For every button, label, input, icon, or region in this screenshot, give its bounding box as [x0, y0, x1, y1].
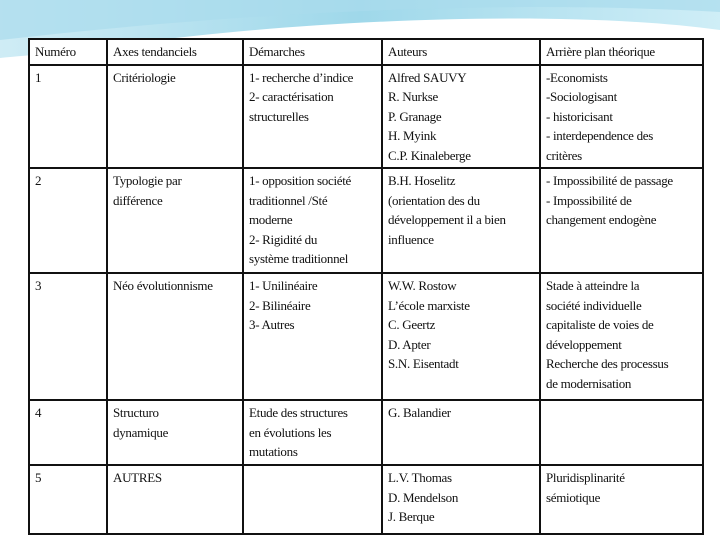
- cell-theorie: [540, 273, 703, 400]
- cell-auteurs: [382, 168, 540, 273]
- cell-line: G. Balandier: [388, 405, 451, 420]
- cell-demarches: [243, 168, 382, 273]
- cell-line: W.W. Rostow: [388, 278, 457, 293]
- cell-line: R. Nurkse: [388, 89, 439, 104]
- cell-axes: [107, 168, 243, 273]
- cell-line: C. Geertz: [388, 317, 436, 332]
- cell-auteurs: [382, 65, 540, 169]
- cell-line: Alfred SAUVY: [388, 69, 467, 85]
- cell-line: Typologie par: [113, 173, 182, 188]
- header-numero: Numéro: [29, 39, 107, 65]
- cell-line: sémiotique: [546, 489, 601, 505]
- cell-line: - Impossibilité de passage: [546, 173, 673, 188]
- cell-line: 1- opposition société: [249, 173, 352, 188]
- cell-theorie: [540, 400, 703, 465]
- cell-line: 2: [35, 173, 42, 188]
- cell-axes: [107, 400, 243, 465]
- cell-line: 1- recherche d’indice: [249, 69, 354, 85]
- cell-line: capitaliste de voies de: [546, 317, 654, 332]
- header-demarches: Démarches: [243, 39, 382, 65]
- cell-line: 5: [35, 470, 42, 485]
- cell-line: - interdependence des: [546, 128, 654, 143]
- cell-line: 2- Rigidité du: [249, 231, 318, 247]
- cell-line: B.H. Hoselitz: [388, 173, 456, 188]
- cell-theorie: [540, 168, 703, 273]
- cell-line: 4: [35, 405, 42, 420]
- cell-auteurs: [382, 273, 540, 400]
- cell-axes: [107, 65, 243, 169]
- cell-line: S.N. Eisentadt: [388, 356, 459, 371]
- cell-line: dynamique: [113, 424, 169, 440]
- cell-line: AUTRES: [113, 470, 162, 485]
- cell-line: H. Myink: [388, 128, 437, 143]
- cell-line: de modernisation: [546, 375, 632, 391]
- cell-line: -Economists: [546, 69, 608, 85]
- cell-line: mutations: [249, 444, 298, 459]
- table-row: [29, 465, 703, 534]
- cell-line: (orientation des du: [388, 192, 480, 208]
- cell-line: 3- Autres: [249, 317, 295, 332]
- cell-line: différence: [113, 192, 163, 208]
- cell-auteurs: [382, 400, 540, 465]
- cell-line: société individuelle: [546, 297, 642, 313]
- cell-line: Néo évolutionnisme: [113, 278, 213, 293]
- header-auteurs: Auteurs: [382, 39, 540, 65]
- cell-line: Structuro: [113, 405, 159, 420]
- cell-line: changement endogène: [546, 212, 657, 227]
- cell-line: critères: [546, 147, 582, 163]
- cell-demarches: [243, 465, 382, 534]
- cell-line: Recherche des processus: [546, 356, 669, 371]
- cell-line: L.V. Thomas: [388, 470, 452, 485]
- cell-line: Critériologie: [113, 69, 176, 85]
- cell-line: L’école marxiste: [388, 297, 470, 313]
- cell-line: développement: [546, 336, 622, 352]
- cell-line: Etude des structures: [249, 405, 348, 420]
- cell-axes: [107, 465, 243, 534]
- cell-numero: [29, 168, 107, 273]
- cell-line: structurelles: [249, 108, 309, 124]
- cell-line: 2- caractérisation: [249, 89, 334, 104]
- cell-line: 1- Unilinéaire: [249, 278, 318, 293]
- cell-line: - Impossibilité de: [546, 192, 632, 208]
- table-row: [29, 273, 703, 400]
- cell-demarches: [243, 400, 382, 465]
- cell-line: moderne: [249, 212, 293, 227]
- cell-demarches: [243, 273, 382, 400]
- cell-line: P. Granage: [388, 108, 442, 124]
- cell-line: J. Berque: [388, 509, 435, 524]
- cell-line: - historicisant: [546, 108, 613, 124]
- table-row: [29, 400, 703, 465]
- cell-line: développement il a bien: [388, 212, 506, 227]
- cell-demarches: [243, 65, 382, 169]
- cell-axes: [107, 273, 243, 400]
- header-axes: Axes tendanciels: [107, 39, 243, 65]
- cell-numero: [29, 65, 107, 169]
- cell-line: -Sociologisant: [546, 89, 617, 104]
- cell-auteurs: [382, 465, 540, 534]
- cell-line: 1: [35, 69, 42, 85]
- cell-line: en évolutions les: [249, 424, 332, 440]
- cell-line: D. Mendelson: [388, 489, 459, 505]
- cell-line: D. Apter: [388, 336, 431, 352]
- cell-theorie: [540, 65, 703, 169]
- header-theorie: Arrière plan théorique: [540, 39, 703, 65]
- cell-line: Stade à atteindre la: [546, 278, 640, 293]
- table-row: [29, 65, 703, 169]
- table-row: [29, 168, 703, 273]
- cell-line: Pluridisplinarité: [546, 470, 625, 485]
- cell-numero: [29, 273, 107, 400]
- cell-line: traditionnel /Sté: [249, 192, 328, 208]
- cell-theorie: [540, 465, 703, 534]
- cell-line: 3: [35, 278, 42, 293]
- cell-line: influence: [388, 231, 434, 247]
- table-header-row: [29, 39, 703, 65]
- cell-line: C.P. Kinaleberge: [388, 147, 471, 163]
- cell-line: système traditionnel: [249, 251, 349, 266]
- theory-table: [28, 38, 704, 535]
- cell-numero: [29, 465, 107, 534]
- cell-numero: [29, 400, 107, 465]
- cell-line: 2- Bilinéaire: [249, 297, 311, 313]
